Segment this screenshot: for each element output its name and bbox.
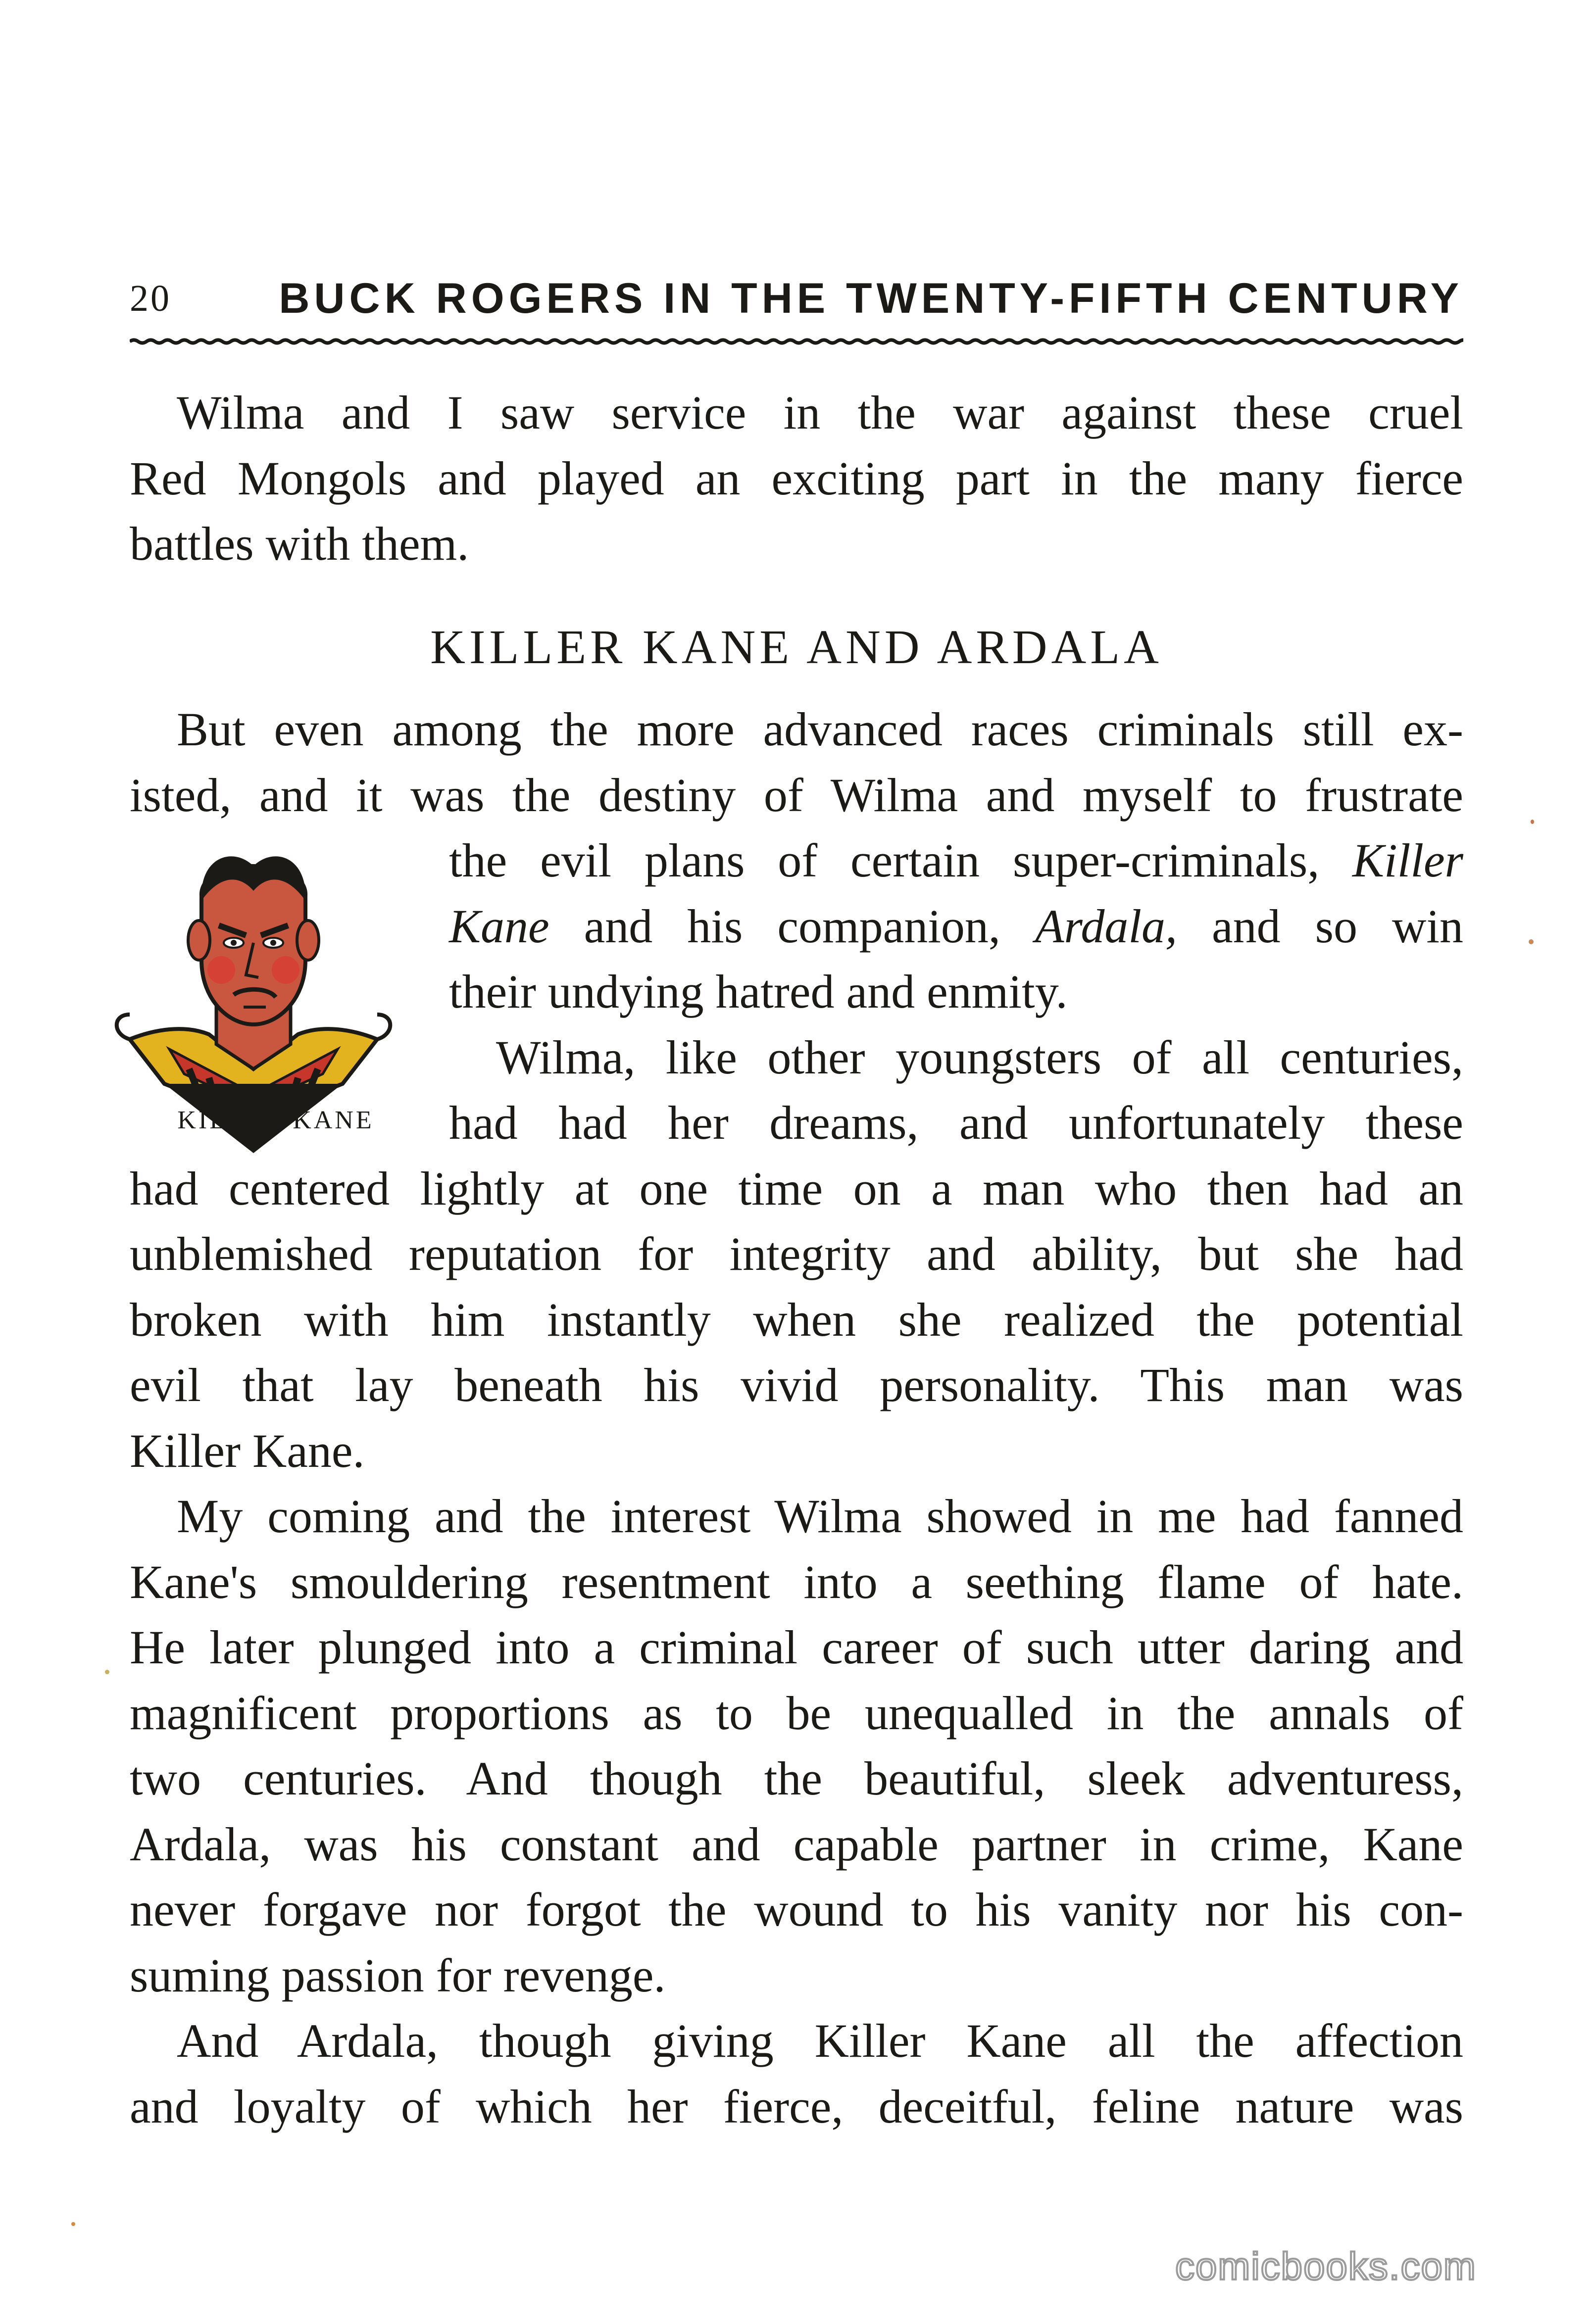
print-speck <box>1529 939 1534 944</box>
watermark-text: comicbooks.com <box>1175 2244 1477 2288</box>
text-line: and loyalty of which her fierce, deceitful, feline nature was <box>130 2080 1463 2133</box>
italic-name: Kane <box>449 899 549 953</box>
spacer <box>130 577 1463 615</box>
body-text <box>130 380 1463 2139</box>
paragraph <box>130 1484 1463 2008</box>
text-line: Wilma and I saw service in the war against these cruel <box>177 386 1463 439</box>
text-line: battles with them. <box>130 517 469 570</box>
section-heading: KILLER KANE AND ARDALA <box>430 620 1163 674</box>
print-speck <box>105 1670 109 1674</box>
page-header <box>130 271 1463 326</box>
text-line: magnificent proportions as to be unequalled in the annals of <box>130 1686 1463 1740</box>
italic-name: Killer <box>1352 834 1463 887</box>
text-run: and his companion, <box>584 899 1000 953</box>
text-line: Kane's smouldering resentment into a seething flame of hate. <box>130 1555 1463 1608</box>
text-line: Killer Kane. <box>130 1424 365 1477</box>
text-run: and so win <box>1212 899 1464 953</box>
page-number: 20 <box>130 278 171 319</box>
text-line: My coming and the interest Wilma showed in me had fanned <box>177 1490 1463 1543</box>
figure-caption: KILLER KANE <box>177 1106 374 1134</box>
text-line: had centered lightly at one time on a man who then had an <box>130 1162 1463 1215</box>
text-line: never forgave nor forgot the wound to his vanity nor his con- <box>130 1883 1463 1936</box>
text-line: Red Mongols and played an exciting part in the many fierce <box>130 451 1463 505</box>
text-line <box>449 828 1463 894</box>
paragraph <box>130 380 1463 577</box>
text-line: Wilma, like other youngsters of all centuries, <box>496 1030 1463 1084</box>
running-title: BUCK ROGERS IN THE TWENTY-FIFTH CENTURY <box>279 275 1463 322</box>
text-line: unblemished reputation for integrity and ability, but she had <box>130 1227 1463 1280</box>
header-wavy-rule <box>130 335 1463 348</box>
print-speck <box>1531 820 1534 824</box>
italic-name: Ardala, <box>1035 899 1178 953</box>
text-line: their undying hatred and enmity. <box>449 965 1068 1018</box>
text-line: broken with him instantly when she realized the potential <box>130 1293 1463 1346</box>
text-line: two centuries. And though the beautiful, sleek adventuress, <box>130 1752 1463 1805</box>
text-line <box>449 894 1463 960</box>
paragraph <box>130 2008 1463 2139</box>
text-run: the evil plans of certain super-criminals, <box>449 834 1320 887</box>
text-line: But even among the more advanced races criminals still ex- <box>177 703 1463 756</box>
text-line: He later plunged into a criminal career of such utter daring and <box>130 1621 1463 1674</box>
text-line: isted, and it was the destiny of Wilma and myself to frustrate <box>130 768 1463 822</box>
text-line: had had her dreams, and unfortunately these <box>449 1096 1463 1149</box>
text-line: Ardala, was his constant and capable partner in crime, Kane <box>130 1817 1463 1871</box>
spacer <box>130 680 1463 697</box>
print-speck <box>71 2222 75 2226</box>
text-line: And Ardala, though giving Killer Kane all the affection <box>177 2014 1463 2067</box>
text-line: suming passion for revenge. <box>130 1948 666 2002</box>
text-line: evil that lay beneath his vivid personality. This man was <box>130 1358 1463 1411</box>
